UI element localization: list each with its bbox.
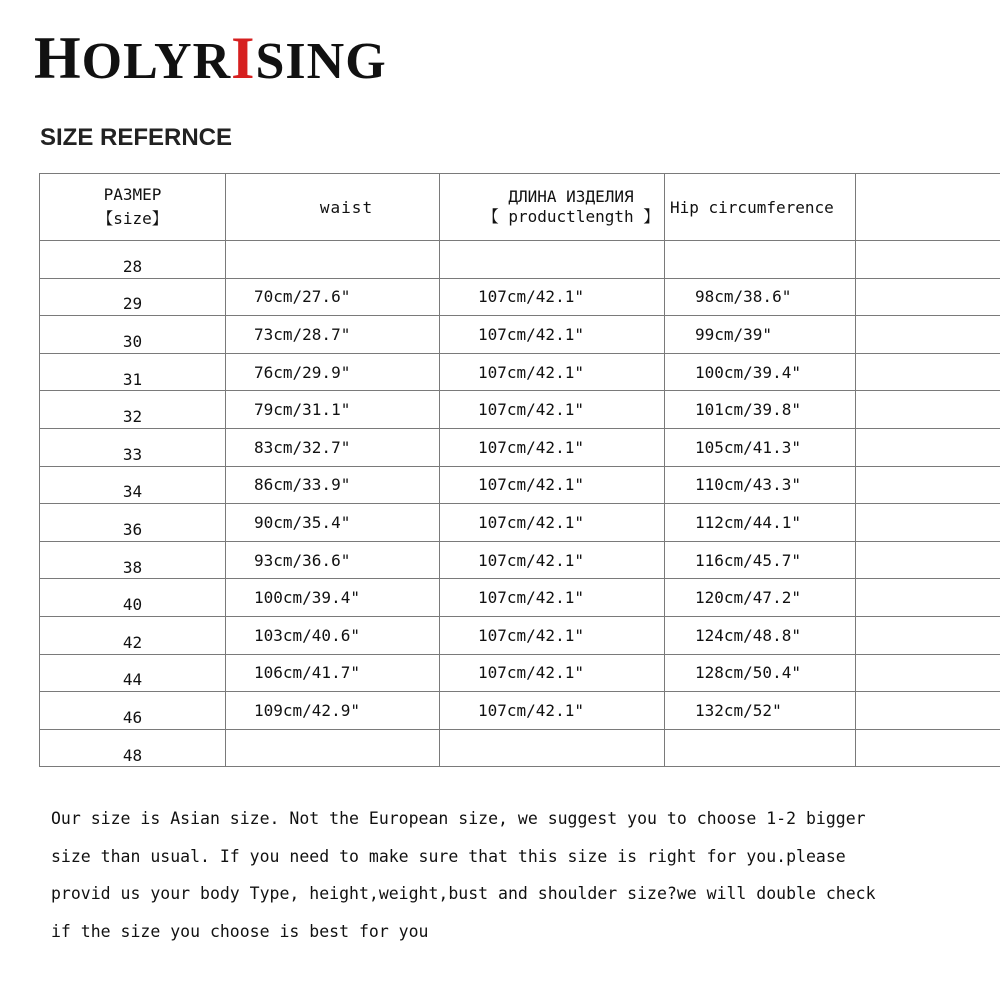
extra-cell (856, 391, 1000, 429)
hip-cell: 124cm/48.8" (665, 616, 856, 654)
table-row (40, 241, 1000, 279)
length-cell: 107cm/42.1" (440, 579, 665, 617)
waist-cell: 100cm/39.4" (226, 579, 440, 617)
size-cell (40, 391, 226, 429)
extra-cell (856, 428, 1000, 466)
table-row (40, 278, 1000, 316)
header-size-line2: 【size】 (97, 209, 168, 228)
hip-cell (665, 729, 856, 767)
length-cell: 107cm/42.1" (440, 541, 665, 579)
waist-cell: 79cm/31.1" (226, 391, 440, 429)
hip-cell: 128cm/50.4" (665, 654, 856, 692)
size-cell-text: 28 (122, 256, 143, 276)
hip-cell (665, 241, 856, 279)
page-title: SIZE REFERNCE (40, 124, 233, 151)
size-cell (40, 428, 226, 466)
size-cell (40, 579, 226, 617)
size-cell-text: 30 (122, 331, 143, 351)
size-cell-text: 32 (122, 407, 143, 427)
table-row (40, 391, 1000, 429)
waist-cell (226, 729, 440, 767)
size-cell-text: 34 (122, 482, 143, 502)
size-cell-text: 44 (122, 670, 143, 690)
length-cell: 107cm/42.1" (440, 316, 665, 354)
note-line: Our size is Asian size. Not the European size, we suggest you to choose 1-2 bigger (51, 809, 866, 828)
length-cell: 107cm/42.1" (440, 353, 665, 391)
logo-text-part2: SING (255, 33, 387, 90)
waist-cell: 103cm/40.6" (226, 616, 440, 654)
size-cell (40, 504, 226, 542)
hip-cell: 110cm/43.3" (665, 466, 856, 504)
hip-cell: 99cm/39" (665, 316, 856, 354)
size-cell (40, 541, 226, 579)
length-cell (440, 729, 665, 767)
length-cell: 107cm/42.1" (440, 616, 665, 654)
table-header-row (40, 174, 1000, 241)
length-cell: 107cm/42.1" (440, 654, 665, 692)
header-size-line1: РАЗМЕР (103, 185, 162, 204)
length-cell (440, 241, 665, 279)
extra-cell (856, 654, 1000, 692)
hip-cell: 116cm/45.7" (665, 541, 856, 579)
extra-cell (856, 541, 1000, 579)
table-row (40, 616, 1000, 654)
hip-cell: 98cm/38.6" (665, 278, 856, 316)
waist-cell: 76cm/29.9" (226, 353, 440, 391)
size-chart-body (40, 174, 1000, 767)
waist-cell: 90cm/35.4" (226, 504, 440, 542)
length-cell: 107cm/42.1" (440, 391, 665, 429)
extra-cell (856, 616, 1000, 654)
extra-cell (856, 504, 1000, 542)
extra-cell (856, 692, 1000, 730)
size-cell (40, 353, 226, 391)
table-row (40, 353, 1000, 391)
length-cell: 107cm/42.1" (440, 504, 665, 542)
size-cell-text: 31 (122, 369, 143, 389)
length-cell: 107cm/42.1" (440, 692, 665, 730)
waist-cell: 70cm/27.6" (226, 278, 440, 316)
hip-cell: 112cm/44.1" (665, 504, 856, 542)
hip-cell: 132cm/52" (665, 692, 856, 730)
note-line: if the size you choose is best for you (51, 921, 429, 941)
size-cell-text: 46 (122, 707, 143, 727)
header-extra (856, 174, 1000, 241)
size-cell-text: 29 (122, 294, 143, 314)
table-row (40, 654, 1000, 692)
size-note (51, 800, 971, 950)
header-length-line1: ДЛИНА ИЗДЕЛИЯ (508, 187, 634, 206)
logo-text-part1: OLYR (81, 33, 232, 90)
hip-cell: 100cm/39.4" (665, 353, 856, 391)
size-cell (40, 466, 226, 504)
size-cell-text: 42 (122, 632, 143, 652)
length-cell: 107cm/42.1" (440, 428, 665, 466)
size-chart-table (39, 173, 1000, 767)
extra-cell (856, 353, 1000, 391)
header-hip: Hip circumference (665, 174, 856, 241)
waist-cell: 109cm/42.9" (226, 692, 440, 730)
size-cell (40, 241, 226, 279)
size-cell (40, 654, 226, 692)
extra-cell (856, 466, 1000, 504)
note-line: provid us your body Type, height,weight,bust and shoulder size?we will double check (51, 884, 876, 903)
hip-cell: 120cm/47.2" (665, 579, 856, 617)
header-waist: waist (226, 174, 440, 241)
size-cell-text: 36 (122, 519, 143, 539)
size-cell-text: 38 (122, 557, 143, 577)
logo-letter-h: H (34, 25, 82, 91)
length-cell: 107cm/42.1" (440, 466, 665, 504)
table-row (40, 579, 1000, 617)
table-row (40, 316, 1000, 354)
table-row (40, 428, 1000, 466)
waist-cell: 106cm/41.7" (226, 654, 440, 692)
header-length (440, 174, 665, 241)
waist-cell: 83cm/32.7" (226, 428, 440, 466)
extra-cell (856, 316, 1000, 354)
table-row (40, 692, 1000, 730)
table-row (40, 466, 1000, 504)
size-cell (40, 616, 226, 654)
extra-cell (856, 278, 1000, 316)
brand-logo (34, 25, 387, 92)
table-row (40, 504, 1000, 542)
size-cell (40, 278, 226, 316)
size-cell (40, 692, 226, 730)
length-cell: 107cm/42.1" (440, 278, 665, 316)
waist-cell: 86cm/33.9" (226, 466, 440, 504)
waist-cell: 93cm/36.6" (226, 541, 440, 579)
waist-cell: 73cm/28.7" (226, 316, 440, 354)
note-line: size than usual. If you need to make sure that this size is right for you.please (51, 846, 846, 866)
logo-letter-i-red: I (231, 25, 256, 91)
hip-cell: 105cm/41.3" (665, 428, 856, 466)
extra-cell (856, 729, 1000, 767)
size-cell-text: 48 (122, 745, 143, 765)
extra-cell (856, 579, 1000, 617)
size-cell-text: 33 (122, 444, 143, 464)
extra-cell (856, 241, 1000, 279)
hip-cell: 101cm/39.8" (665, 391, 856, 429)
size-cell-text: 40 (122, 595, 143, 615)
table-row (40, 729, 1000, 767)
table-row (40, 541, 1000, 579)
header-length-line2: 【 productlength 】 (482, 207, 660, 226)
waist-cell (226, 241, 440, 279)
header-size (40, 174, 226, 241)
size-cell (40, 316, 226, 354)
size-cell (40, 729, 226, 767)
